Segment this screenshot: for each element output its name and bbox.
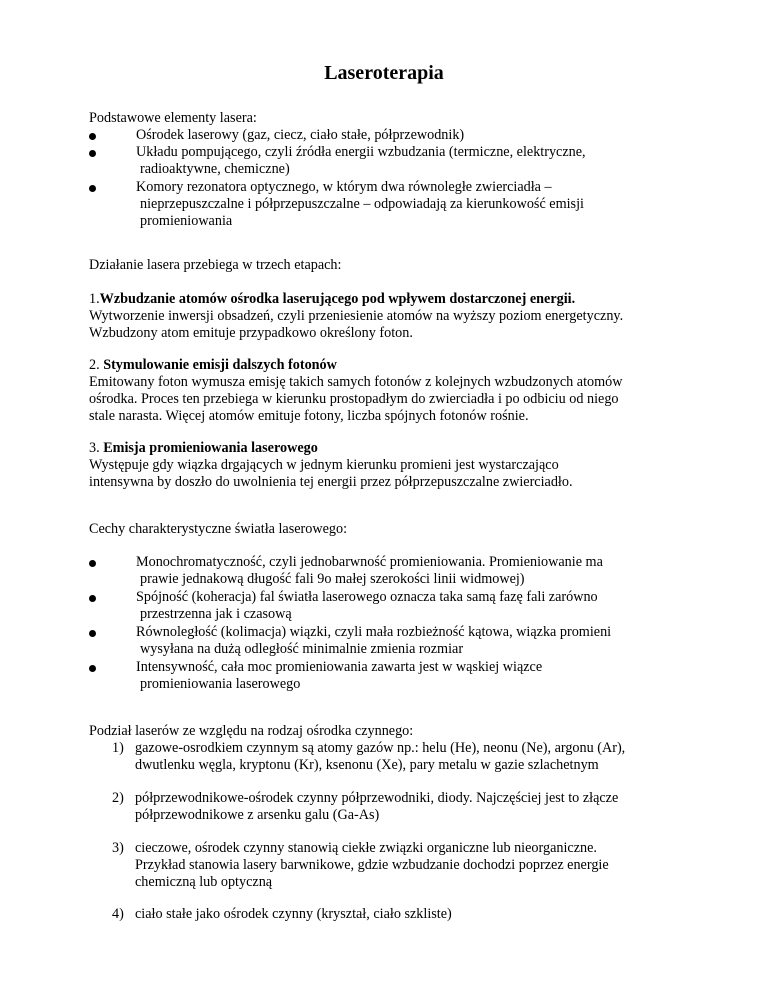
- stages-heading: Działanie lasera przebiega w trzech etapach:: [89, 257, 342, 273]
- stage-2-heading: [89, 357, 337, 374]
- stage-1-title: Wzbudzanie atomów ośrodka laserującego pod wpływem dostarczonej energii.: [99, 291, 576, 307]
- bullet-icon: [89, 185, 96, 192]
- stage-3-number: 3.: [89, 440, 100, 456]
- stage-1-heading: [89, 291, 575, 308]
- stage-2-line-3: stale narasta. Więcej atomów emituje fotony, liczba spójnych fotonów rośnie.: [89, 408, 529, 424]
- stage-2-title: Stymulowanie emisji dalszych fotonów: [103, 357, 337, 373]
- bullet-icon: [89, 150, 96, 157]
- feature-4-line-1: Intensywność, cała moc promieniowania zawarta jest w wąskiej wiązce: [136, 659, 543, 675]
- bullet-icon: [89, 595, 96, 602]
- intro-item-2-line-2: radioaktywne, chemiczne): [140, 161, 290, 177]
- division-item-3-line-2: Przykład stanowia lasery barwnikowe, gdzie wzbudzanie dochodzi poprzez energie: [135, 857, 609, 873]
- feature-1-line-2: prawie jednakową długość fali 9o małej szerokości linii widmowej): [140, 571, 525, 587]
- feature-4-line-2: promieniowania laserowego: [140, 676, 301, 692]
- stage-3-heading: [89, 440, 318, 457]
- division-item-2-line-1: półprzewodnikowe-ośrodek czynny półprzewodniki, diody. Najczęściej jest to złącze: [135, 790, 619, 806]
- intro-item-3-line-2: nieprzepuszczalne i półprzepuszczalne – odpowiadają za kierunkowość emisji: [140, 196, 584, 212]
- stage-3-title: Emisja promieniowania laserowego: [103, 440, 318, 456]
- division-item-1-line-2: dwutlenku węgla, kryptonu (Kr), ksenonu (Xe), pary metalu w gazie szlachetnym: [135, 757, 599, 773]
- features-heading: Cechy charakterystyczne światła laserowego:: [89, 521, 348, 537]
- stage-1-line-2: Wzbudzony atom emituje przypadkowo określony foton.: [89, 325, 413, 341]
- feature-2-line-2: przestrzenna jak i czasową: [140, 606, 292, 622]
- division-item-2-number: 2): [112, 790, 124, 806]
- stage-3-line-2: intensywna by doszło do uwolnienia tej energii przez półprzepuszczalne zwierciadło.: [89, 474, 573, 490]
- bullet-icon: [89, 133, 96, 140]
- division-item-3-line-3: chemiczną lub optyczną: [135, 874, 273, 890]
- division-item-4-line-1: ciało stałe jako ośrodek czynny (kryształ, ciało szkliste): [135, 906, 452, 922]
- stage-2-line-2: ośrodka. Proces ten przebiega w kierunku prostopadłym do zwierciadła i po odbiciu od niego: [89, 391, 619, 407]
- division-item-3-number: 3): [112, 840, 124, 856]
- stage-1-line-1: Wytworzenie inwersji obsadzeń, czyli przeniesienie atomów na wyższy poziom energetyczny.: [89, 308, 624, 324]
- division-heading: Podział laserów ze względu na rodzaj ośrodka czynnego:: [89, 723, 414, 739]
- division-item-1-line-1: gazowe-osrodkiem czynnym są atomy gazów np.: helu (He), neonu (Ne), argonu (Ar),: [135, 740, 626, 756]
- intro-item-3-line-3: promieniowania: [140, 213, 233, 229]
- stage-2-line-1: Emitowany foton wymusza emisję takich samych fotonów z kolejnych wzbudzonych atomów: [89, 374, 623, 390]
- feature-3-line-2: wysyłana na dużą odległość minimalnie zmienia rozmiar: [140, 641, 464, 657]
- intro-heading: Podstawowe elementy lasera:: [89, 110, 257, 126]
- intro-item-1-line-1: Ośrodek laserowy (gaz, ciecz, ciało stałe, półprzewodnik): [136, 127, 465, 143]
- feature-1-line-1: Monochromatyczność, czyli jednobarwność promieniowania. Promieniowanie ma: [136, 554, 603, 570]
- division-item-3-line-1: cieczowe, ośrodek czynny stanowią ciekłe związki organiczne lub nieorganiczne.: [135, 840, 597, 856]
- intro-item-3-line-1: Komory rezonatora optycznego, w którym dwa równoległe zwierciadła –: [136, 179, 552, 195]
- division-item-4-number: 4): [112, 906, 124, 922]
- stage-1-number: 1.: [89, 291, 100, 307]
- bullet-icon: [89, 560, 96, 567]
- intro-item-2-line-1: Układu pompującego, czyli źródła energii wzbudzania (termiczne, elektryczne,: [136, 144, 586, 160]
- feature-3-line-1: Równoległość (kolimacja) wiązki, czyli mała rozbieżność kątowa, wiązka promieni: [136, 624, 612, 640]
- division-item-2-line-2: półprzewodnikowe z arsenku galu (Ga-As): [135, 807, 380, 823]
- feature-2-line-1: Spójność (koheracja) fal światła laserowego oznacza taka samą fazę fali zarówno: [136, 589, 598, 605]
- page-title: Laseroterapia: [324, 62, 444, 84]
- bullet-icon: [89, 630, 96, 637]
- division-item-1-number: 1): [112, 740, 124, 756]
- bullet-icon: [89, 665, 96, 672]
- stage-3-line-1: Występuje gdy wiązka drgających w jednym kierunku promieni jest wystarczająco: [89, 457, 559, 473]
- stage-2-number: 2.: [89, 357, 100, 373]
